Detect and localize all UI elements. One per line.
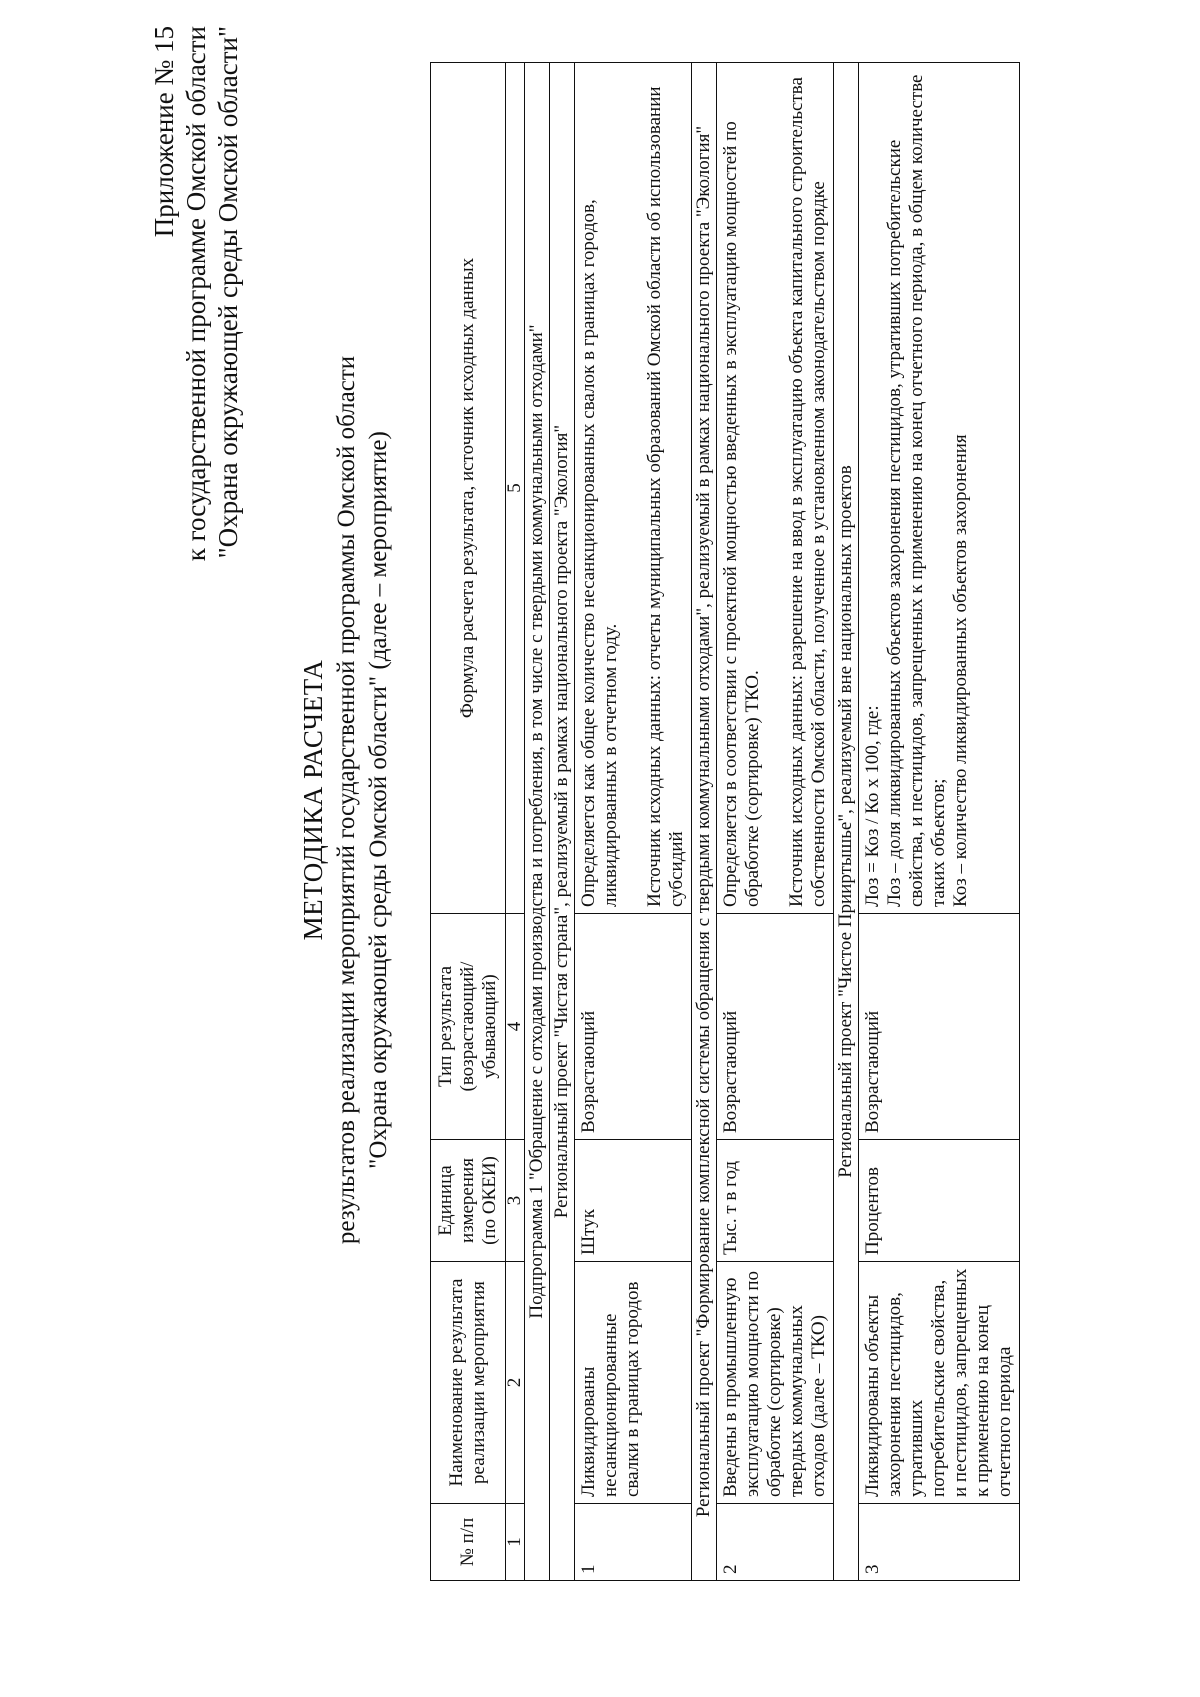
result-formula: Определяется как общее количество несанкционированных свалок в границах городов, ликвидированных в отчетном году. xyxy=(578,199,621,907)
result-type: Возрастающий xyxy=(575,914,692,1140)
header-number: № п/п xyxy=(431,1504,506,1581)
table-row xyxy=(717,63,834,1581)
result-unit: Тыс. т в год xyxy=(717,1140,834,1262)
formula-definition: Коз – количество ликвидированных объектов захоронения xyxy=(950,434,971,907)
appendix-number: Приложение № 15 xyxy=(149,26,179,238)
column-number: 5 xyxy=(506,63,525,914)
section-row xyxy=(834,63,859,1581)
subprogram-title: Подпрограмма 1 "Обращение с отходами производства и потребления, в том числе с твердыми коммунальными отходами" xyxy=(525,63,550,1581)
column-number: 2 xyxy=(506,1262,525,1504)
subtitle-line-2: "Охрана окружающей среды Омской области" (далее – мероприятие) xyxy=(365,431,392,1169)
project-title-clean-irtysh: Региональный проект "Чистое Прииртышье", реализуемый вне национальных проектов xyxy=(834,63,859,1581)
row-number: 1 xyxy=(575,1504,692,1581)
result-name: Ликвидированы несанкционированные свалки в границах городов xyxy=(575,1262,692,1504)
header-formula: Формула расчета результата, источник исходных данных xyxy=(431,63,506,914)
document-subtitle xyxy=(331,0,395,1600)
row-number: 2 xyxy=(717,1504,834,1581)
project-title-waste-system: Региональный проект "Формирование комплексной системы обращения с твердыми коммунальными отходами", реализуемый в рамках национального проекта "Экология" xyxy=(692,63,717,1581)
result-data-source: Источник исходных данных: отчеты муниципальных образований Омской области об использовании субсидий xyxy=(644,86,687,907)
spacer xyxy=(622,69,644,907)
column-number: 1 xyxy=(506,1504,525,1581)
subtitle-line-1: результатов реализации мероприятий государственной программы Омской области xyxy=(333,355,360,1245)
result-data-source: Источник исходных данных: разрешение на ввод в эксплуатацию объекта капитального строительства собственности Омской области, полученное в установленном законодательством порядке xyxy=(786,77,829,907)
table-header-row xyxy=(431,63,506,1581)
section-row xyxy=(525,63,550,1581)
column-numbers-row xyxy=(506,63,525,1581)
result-formula-cell xyxy=(717,63,834,914)
document-title-block xyxy=(295,0,395,1600)
result-formula-cell xyxy=(859,63,1020,914)
header-result-type: Тип результата (возрастающий/ убывающий) xyxy=(431,914,506,1140)
row-number: 3 xyxy=(859,1504,1020,1581)
result-type: Возрастающий xyxy=(859,914,1020,1140)
result-name: Ликвидированы объекты захоронения пестицидов, утративших потребительские свойства, и пестицидов, запрещенных к применению на конец отчетного периода xyxy=(859,1262,1020,1504)
spacer xyxy=(764,69,786,907)
methodology-table xyxy=(430,62,1020,1581)
section-row xyxy=(692,63,717,1581)
formula-definition: Лоз – доля ликвидированных объектов захоронения пестицидов, утративших потребительские свойства, и пестицидов, запрещенных к применению на конец отчетного периода, в общем количестве таких объектов; xyxy=(884,74,949,907)
result-name: Введены в промышленную эксплуатацию мощности по обработке (сортировке) твердых коммунальных отходов (далее – ТКО) xyxy=(717,1262,834,1504)
document-title: МЕТОДИКА РАСЧЕТА xyxy=(298,659,328,941)
document-sheet xyxy=(140,0,1130,1600)
result-formula-cell xyxy=(575,63,692,914)
project-title-clean-country: Региональный проект "Чистая страна", реализуемый в рамках национального проекта "Экология" xyxy=(550,63,575,1581)
result-formula: Лоз = Коз / Ко х 100, где: xyxy=(862,705,883,907)
header-result-name: Наименование результата реализации мероприятия xyxy=(431,1262,506,1504)
header-unit: Единица измерения (по ОКЕИ) xyxy=(431,1140,506,1262)
result-unit: Процентов xyxy=(859,1140,1020,1262)
table-row xyxy=(575,63,692,1581)
table-row xyxy=(859,63,1020,1581)
appendix-header xyxy=(148,26,244,561)
column-number: 4 xyxy=(506,914,525,1140)
section-row xyxy=(550,63,575,1581)
appendix-program-name: "Охрана окружающей среды Омской области" xyxy=(213,26,243,559)
appendix-program: к государственной программе Омской области xyxy=(181,26,211,562)
result-unit: Штук xyxy=(575,1140,692,1262)
column-number: 3 xyxy=(506,1140,525,1262)
result-formula: Определяется в соответствии с проектной мощностью введенных в эксплуатацию мощностей по обработке (сортировке) ТКО. xyxy=(720,121,763,907)
result-type: Возрастающий xyxy=(717,914,834,1140)
